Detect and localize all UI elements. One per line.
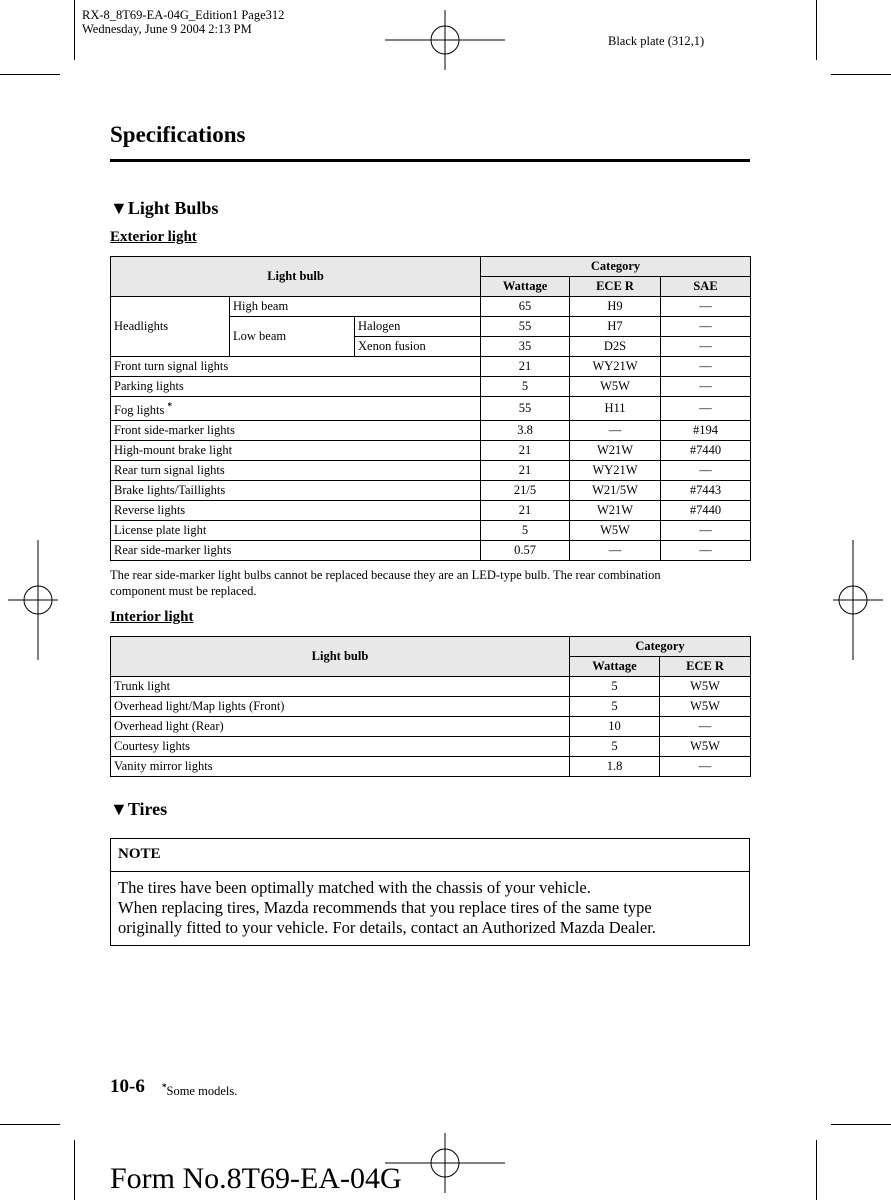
table-row [111,737,751,757]
cell-label: Parking lights [111,377,481,397]
col-light-bulb: Light bulb [111,257,481,297]
cell-ece: H11 [570,397,661,421]
file-info [82,8,284,36]
exterior-note-line: component must be replaced. [110,584,257,598]
cell-label: License plate light [111,521,481,541]
triangle-down-icon: ▼ [110,198,128,218]
col-ece: ECE R [570,277,661,297]
headlights-label: Headlights [111,297,230,357]
cell-sae: — [661,377,751,397]
cell-ece: WY21W [570,461,661,481]
table-row [111,677,751,697]
cell-ece: W21W [570,501,661,521]
form-number: Form No.8T69-EA-04G [110,1162,402,1195]
exterior-note-line: The rear side-marker light bulbs cannot be replaced because they are an LED-type bulb. The rear combination [110,568,661,582]
note-body [111,872,749,945]
col-category: Category [481,257,751,277]
date-line: Wednesday, June 9 2004 2:13 PM [82,22,252,36]
col-wattage: Wattage [570,657,660,677]
registration-mark-right [833,540,883,660]
cell-label: Rear turn signal lights [111,461,481,481]
cell-wattage: 21 [481,357,570,377]
cell-label: Overhead light/Map lights (Front) [111,697,570,717]
cell-sae: — [661,337,751,357]
cell-sae: — [661,357,751,377]
table-row [111,297,751,317]
cell-ece: — [660,757,751,777]
page-number: 10-6 [110,1076,145,1097]
cell-ece: H7 [570,317,661,337]
halogen-label: Halogen [355,317,481,337]
cell-ece: WY21W [570,357,661,377]
cell-wattage: 21/5 [481,481,570,501]
table-row [111,441,751,461]
fog-lights-label: Fog lights [114,403,165,418]
cell-ece: — [570,541,661,561]
light-bulbs-heading-text: Light Bulbs [127,198,219,218]
col-light-bulb: Light bulb [111,637,570,677]
cell-wattage: 5 [570,677,660,697]
tires-heading [110,799,167,820]
exterior-note [110,567,770,599]
cell-ece: W5W [570,521,661,541]
tires-note-box [110,838,750,946]
registration-mark-top [385,10,505,70]
cell-wattage: 10 [570,717,660,737]
note-line: The tires have been optimally matched with the chassis of your vehicle. [118,878,591,897]
cell-wattage: 21 [481,461,570,481]
cell-ece: — [660,717,751,737]
table-row [111,501,751,521]
table-row [111,481,751,501]
exterior-light-table [110,256,751,561]
cell-label: Overhead light (Rear) [111,717,570,737]
table-row [111,357,751,377]
cell-ece: W5W [660,697,751,717]
light-bulbs-heading [110,198,218,219]
col-sae: SAE [661,277,751,297]
plate-label: Black plate (312,1) [608,34,705,48]
footnote-mark: * [167,401,172,411]
high-beam-label: High beam [230,297,481,317]
cell-sae: — [661,397,751,421]
cell-wattage: 5 [570,697,660,717]
interior-light-table [110,636,751,777]
cell-label: Courtesy lights [111,737,570,757]
cell-wattage: 1.8 [570,757,660,777]
table-row [111,757,751,777]
cell-wattage: 21 [481,501,570,521]
cell-wattage: 3.8 [481,421,570,441]
table-row [111,397,751,421]
table-row [111,717,751,737]
cell-wattage: 5 [481,521,570,541]
cell-wattage: 35 [481,337,570,357]
cell-sae: #7440 [661,501,751,521]
cell-wattage: 65 [481,297,570,317]
cell-label: Trunk light [111,677,570,697]
table-row [111,541,751,561]
cell-sae: — [661,317,751,337]
cell-wattage: 0.57 [481,541,570,561]
note-title: NOTE [111,839,749,872]
cell-wattage: 5 [481,377,570,397]
cell-wattage: 55 [481,317,570,337]
tires-heading-text: Tires [127,799,168,819]
cell-ece: W5W [660,677,751,697]
triangle-down-icon: ▼ [110,799,128,819]
low-beam-label: Low beam [230,317,355,357]
page-title: Specifications [110,122,246,147]
cell-label: Reverse lights [111,501,481,521]
cell-sae: #7440 [661,441,751,461]
cell-sae: — [661,297,751,317]
cell-label [111,397,481,421]
cell-wattage: 55 [481,397,570,421]
cell-label: Front turn signal lights [111,357,481,377]
cell-ece: D2S [570,337,661,357]
cell-label: Vanity mirror lights [111,757,570,777]
cell-sae: — [661,541,751,561]
footnote-mark: * [162,1082,167,1092]
cell-ece: W21W [570,441,661,461]
xenon-label: Xenon fusion [355,337,481,357]
note-line: originally fitted to your vehicle. For details, contact an Authorized Mazda Dealer. [118,918,656,937]
col-ece: ECE R [660,657,751,677]
cell-sae: — [661,461,751,481]
footnote-text: Some models. [166,1084,238,1099]
registration-mark-bottom [385,1133,505,1193]
cell-ece: W21/5W [570,481,661,501]
interior-light-heading: Interior light [110,609,194,625]
cell-wattage: 5 [570,737,660,757]
table-row [111,377,751,397]
exterior-light-heading: Exterior light [110,229,197,245]
cell-label: Rear side-marker lights [111,541,481,561]
cell-label: Front side-marker lights [111,421,481,441]
cell-ece: — [570,421,661,441]
table-row [111,461,751,481]
cell-label: High-mount brake light [111,441,481,461]
file-line: RX-8_8T69-EA-04G_Edition1 Page312 [82,8,285,22]
cell-ece: W5W [660,737,751,757]
table-row [111,697,751,717]
cell-ece: H9 [570,297,661,317]
col-category: Category [570,637,751,657]
cell-ece: W5W [570,377,661,397]
footnote [162,1082,237,1099]
cell-label: Brake lights/Taillights [111,481,481,501]
cell-sae: #7443 [661,481,751,501]
table-row [111,521,751,541]
registration-mark-left [8,540,58,660]
cell-sae: #194 [661,421,751,441]
note-line: When replacing tires, Mazda recommends that you replace tires of the same type [118,898,652,917]
cell-sae: — [661,521,751,541]
col-wattage: Wattage [481,277,570,297]
title-rule [110,159,750,162]
table-row [111,421,751,441]
cell-wattage: 21 [481,441,570,461]
